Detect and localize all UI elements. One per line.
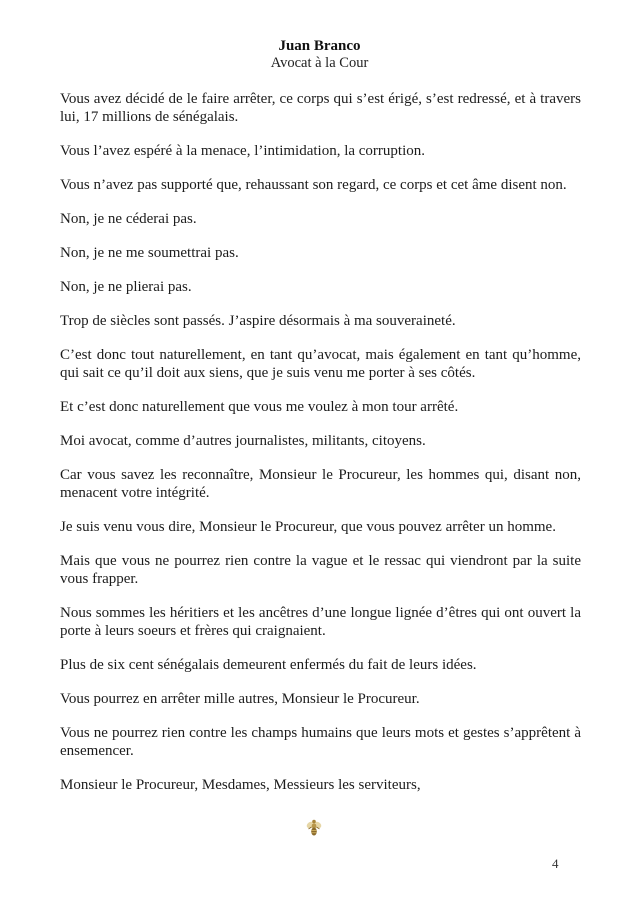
paragraph: Je suis venu vous dire, Monsieur le Procureur, que vous pouvez arrêter un homme. (60, 519, 556, 535)
paragraph: Non, je ne céderai pas. (60, 211, 197, 227)
paragraph: Vous n’avez pas supporté que, rehaussant son regard, ce corps et cet âme disent non. (60, 177, 567, 193)
paragraph: Vous pourrez en arrêter mille autres, Monsieur le Procureur. (60, 691, 420, 707)
page-number: 4 (552, 856, 559, 871)
paragraph: Non, je ne plierai pas. (60, 279, 192, 295)
paragraph: Plus de six cent sénégalais demeurent enfermés du fait de leurs idées. (60, 657, 477, 673)
paragraph: Mais que vous ne pourrez rien contre la vague et le ressac qui viendront par la suite vous frapper. (60, 553, 581, 587)
paragraph: Car vous savez les reconnaître, Monsieur le Procureur, les hommes qui, disant non, menacent votre intégrité. (60, 467, 581, 501)
letterhead (0, 38, 639, 72)
paragraph: Moi avocat, comme d’autres journalistes, militants, citoyens. (60, 433, 426, 449)
paragraph: Vous avez décidé de le faire arrêter, ce corps qui s’est érigé, s’est redressé, et à travers lui, 17 millions de sénégalais. (60, 91, 581, 125)
bee-icon (305, 818, 323, 838)
paragraph: Et c’est donc naturellement que vous me voulez à mon tour arrêté. (60, 399, 459, 415)
paragraph: Vous l’avez espéré à la menace, l’intimidation, la corruption. (60, 143, 426, 159)
paragraph: C’est donc tout naturellement, en tant qu’avocat, mais également en tant qu’homme, qui sait ce qu’il doit aux siens, que je suis venu me porter à ses côtés. (60, 347, 581, 381)
paragraph: Trop de siècles sont passés. J’aspire désormais à ma souveraineté. (60, 313, 456, 329)
letter-body (60, 90, 581, 810)
paragraph: Vous ne pourrez rien contre les champs humains que leurs mots et gestes s’apprêtent à ensemencer. (60, 725, 581, 759)
author-title: Avocat à la Cour (270, 55, 369, 71)
author-name: Juan Branco (278, 38, 361, 54)
paragraph: Non, je ne me soumettrai pas. (60, 245, 239, 261)
paragraph: Monsieur le Procureur, Mesdames, Messieurs les serviteurs, (60, 777, 421, 793)
paragraph: Nous sommes les héritiers et les ancêtres d’une longue lignée d’êtres qui ont ouvert la porte à leurs soeurs et frères qui craignaient. (60, 605, 581, 639)
